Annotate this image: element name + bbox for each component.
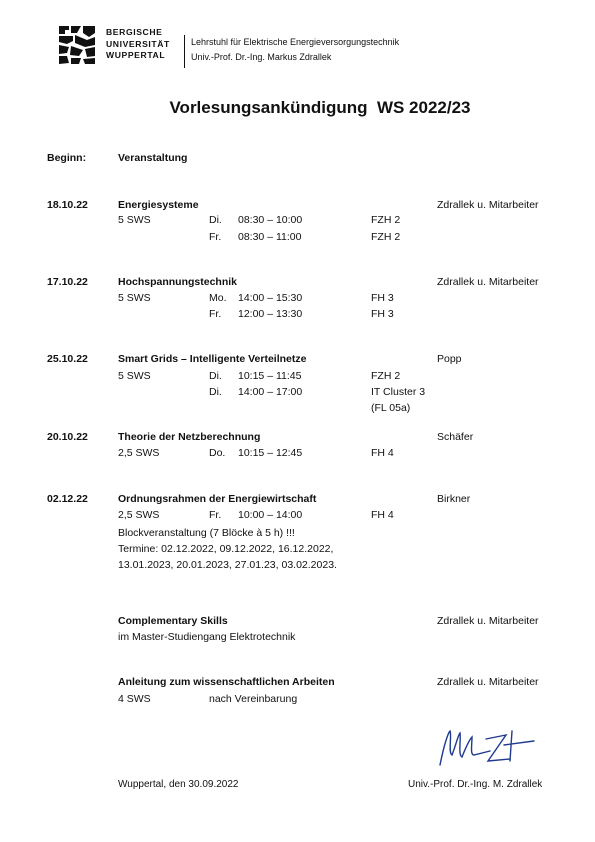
course-title: Hochspannungstechnik [118,276,238,288]
column-header-start: Beginn: [47,152,87,164]
course-sws: 2,5 SWS [118,509,160,521]
session-day: Do. [209,447,226,459]
course-title: Theorie der Netzberechnung [118,431,261,443]
course-note: 13.01.2023, 20.01.2023, 27.01.23, 03.02.2023. [118,559,337,571]
session-time: 08:30 – 11:00 [238,231,302,243]
session-room: IT Cluster 3 [371,386,426,398]
course-title: Ordnungsrahmen der Energiewirtschaft [118,493,317,505]
session-day: Di. [209,386,222,398]
session-time: 10:15 – 12:45 [238,447,303,459]
university-line-3: WUPPERTAL [106,50,166,60]
session-day: Mo. [209,292,227,304]
university-name [106,27,170,62]
course-sws: 4 SWS [118,693,151,705]
chair-info [191,35,399,64]
course-sws: 5 SWS [118,370,151,382]
session-room: FH 4 [371,447,394,459]
course-lecturer: Popp [437,353,462,365]
session-room: FZH 2 [371,231,401,243]
session-room: FH 4 [371,509,394,521]
session-time: 08:30 – 10:00 [238,214,303,226]
session-time: 14:00 – 15:30 [238,292,303,304]
signature-icon [430,725,540,770]
session-room-detail: (FL 05a) [371,402,411,414]
course-lecturer: Birkner [437,493,471,505]
page-title: Vorlesungsankündigung WS 2022/23 [169,98,471,117]
session-day: Fr. [209,509,222,521]
session-time: 10:15 – 11:45 [238,370,302,382]
course-lecturer: Zdrallek u. Mitarbeiter [437,676,539,688]
session-day: Fr. [209,231,222,243]
course-title: Complementary Skills [118,615,228,627]
course-sws: 2,5 SWS [118,447,160,459]
course-start-date: 25.10.22 [47,353,88,365]
professor-name: Univ.-Prof. Dr.-Ing. Markus Zdrallek [191,51,332,62]
course-title: Anleitung zum wissenschaftlichen Arbeiten [118,676,335,688]
session-room: FH 3 [371,292,394,304]
signatory-name: Univ.-Prof. Dr.-Ing. M. Zdrallek [408,779,543,790]
session-time: 10:00 – 14:00 [238,509,303,521]
course-title: Smart Grids – Intelligente Verteilnetze [118,353,307,365]
university-line-2: UNIVERSITÄT [106,38,170,49]
session-day: Di. [209,214,222,226]
place-and-date: Wuppertal, den 30.09.2022 [118,779,239,790]
session-time: 14:00 – 17:00 [238,386,303,398]
course-sws: 5 SWS [118,292,151,304]
session-room: FH 3 [371,308,394,320]
course-start-date: 17.10.22 [47,276,88,288]
course-lecturer: Zdrallek u. Mitarbeiter [437,276,539,288]
course-arrangement: nach Vereinbarung [209,693,298,705]
course-lecturer: Schäfer [437,431,474,443]
session-day: Di. [209,370,222,382]
session-room: FZH 2 [371,370,401,382]
session-room: FZH 2 [371,214,401,226]
course-sws: 5 SWS [118,214,151,226]
header-divider [184,35,185,68]
course-subtitle: im Master-Studiengang Elektrotechnik [118,631,296,643]
course-start-date: 18.10.22 [47,199,88,211]
session-day: Fr. [209,308,222,320]
chair-name: Lehrstuhl für Elektrische Energieversorgungstechnik [191,37,400,47]
university-line-1: BERGISCHE [106,27,163,37]
course-lecturer: Zdrallek u. Mitarbeiter [437,199,539,211]
course-lecturer: Zdrallek u. Mitarbeiter [437,615,539,627]
course-note: Blockveranstaltung (7 Blöcke à 5 h) !!! [118,527,295,539]
column-header-course: Veranstaltung [118,152,188,164]
session-time: 12:00 – 13:30 [238,308,303,320]
course-start-date: 02.12.22 [47,493,88,505]
course-start-date: 20.10.22 [47,431,88,443]
university-logo-icon [55,23,99,67]
course-note: Termine: 02.12.2022, 09.12.2022, 16.12.2022, [118,543,334,555]
course-title: Energiesysteme [118,199,199,211]
